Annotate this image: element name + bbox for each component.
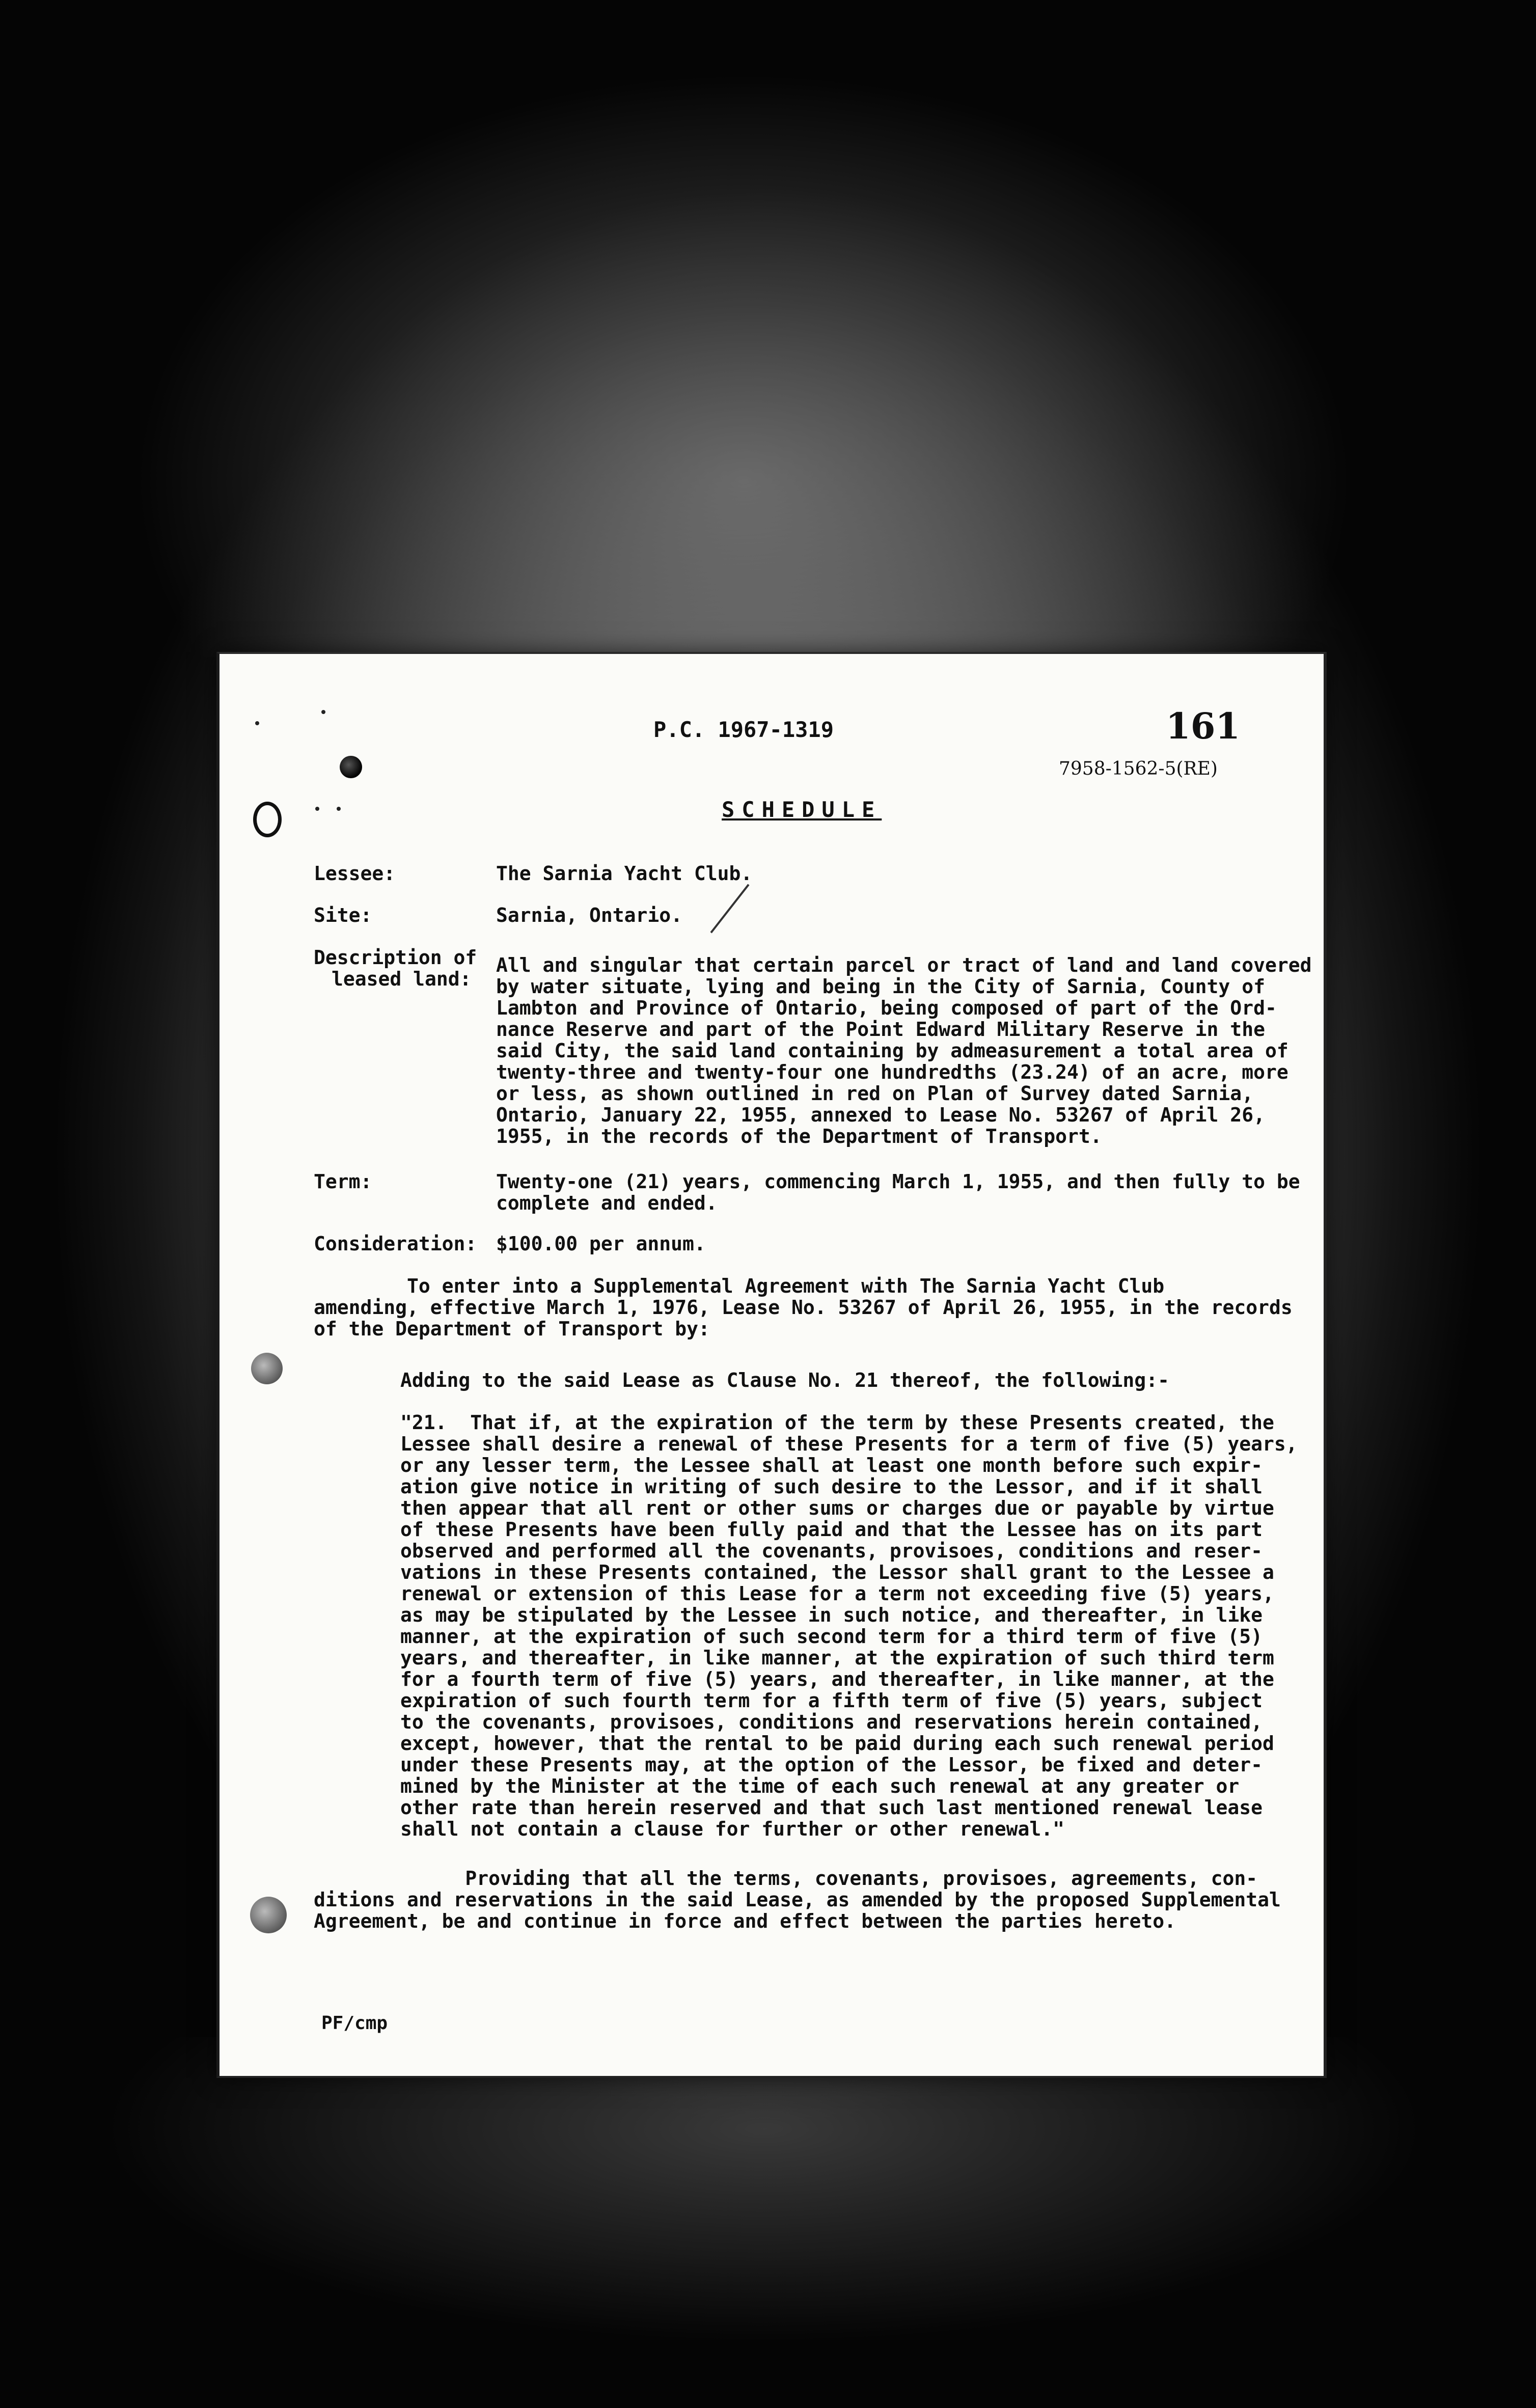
description-line: by water situate, lying and being in the City of Sarnia, County of [496,975,1265,998]
description-line: or less, as shown outlined in red on Plan of Survey dated Sarnia, [496,1082,1254,1105]
clause-line: except, however, that the rental to be paid during each such renewal period [400,1732,1274,1755]
pc-number: P.C. 1967-1319 [653,717,834,742]
site-value: Sarnia, Ontario. [496,904,683,926]
description-line: Lambton and Province of Ontario, being composed of part of the Ord- [496,997,1277,1019]
clause-line: mined by the Minister at the time of each such renewal at any greater or [400,1775,1240,1797]
lessee-value: The Sarnia Yacht Club. [496,862,753,885]
clause-line: shall not contain a clause for further or other renewal." [400,1818,1065,1840]
clause-line: observed and performed all the covenants, provisoes, conditions and reser- [400,1540,1263,1562]
intro-line: of the Department of Transport by: [314,1318,710,1340]
pen-mark [710,884,749,933]
clause-line: ation give notice in writing of such desire to the Lessor, and if it shall [400,1475,1263,1498]
clause-line: renewal or extension of this Lease for a term not exceeding five (5) years, [400,1582,1274,1605]
clause-line: then appear that all rent or other sums or charges due or payable by virtue [400,1497,1274,1519]
intro-line: To enter into a Supplemental Agreement with The Sarnia Yacht Club [314,1275,1165,1297]
clause-line: as may be stipulated by the Lessee in such notice, and thereafter, in like [400,1604,1263,1626]
clause-line: for a fourth term of five (5) years, and thereafter, in like manner, at the [400,1668,1274,1690]
clause-line: expiration of such fourth term for a fifth term of five (5) years, subject [400,1689,1263,1712]
term-label: Term: [314,1170,372,1193]
page-number: 161 [1166,705,1241,747]
punch-hole-ring [253,802,282,837]
file-number: 7958-1562-5(RE) [1059,758,1218,779]
description-line: All and singular that certain parcel or tract of land and land covered [496,954,1312,976]
clause-line: other rate than herein reserved and that such last mentioned renewal lease [400,1796,1263,1819]
closing-line: Providing that all the terms, covenants, provisoes, agreements, con- [314,1867,1258,1890]
description-line: Ontario, January 22, 1955, annexed to Lease No. 53267 of April 26, [496,1104,1265,1126]
clause-line: Lessee shall desire a renewal of these Presents for a term of five (5) years, [400,1433,1298,1455]
description-line: 1955, in the records of the Department of Transport. [496,1125,1102,1147]
closing-line: ditions and reservations in the said Lease, as amended by the proposed Supplemental [314,1889,1281,1911]
clause-line: to the covenants, provisoes, conditions and reservations herein contained, [400,1711,1263,1733]
clause-line: manner, at the expiration of such second term for a third term of five (5) [400,1625,1263,1648]
description-line: said City, the said land containing by admeasurement a total area of [496,1039,1288,1062]
clause-line: vations in these Presents contained, the Lessor shall grant to the Lessee a [400,1561,1274,1583]
adding-clause-line: Adding to the said Lease as Clause No. 21 thereof, the following:- [400,1369,1169,1391]
speck [337,807,341,811]
closing-line: Agreement, be and continue in force and effect between the parties hereto. [314,1910,1176,1932]
description-line: twenty-three and twenty-four one hundredths (23.24) of an acre, more [496,1061,1288,1083]
term-line: complete and ended. [496,1192,718,1214]
description-label: leased land: [332,968,472,990]
term-line: Twenty-one (21) years, commencing March 1, 1955, and then fully to be [496,1170,1300,1193]
speck [315,807,319,811]
schedule-title: SCHEDULE [722,797,882,822]
description-label: Description of [314,946,477,969]
clause-line: years, and thereafter, in like manner, at the expiration of such third term [400,1647,1274,1669]
consideration-label: Consideration: [314,1233,477,1255]
speck [321,710,325,714]
speck [255,721,259,725]
document-page [216,652,1327,2078]
description-line: nance Reserve and part of the Point Edward Military Reserve in the [496,1018,1265,1041]
punch-hole-grey [251,1353,283,1384]
typist-initials: PF/cmp [321,2013,388,2034]
clause-line: or any lesser term, the Lessee shall at least one month before such expir- [400,1454,1263,1476]
site-label: Site: [314,904,372,926]
clause-line: under these Presents may, at the option of the Lessor, be fixed and deter- [400,1754,1263,1776]
punch-hole-dark [340,756,362,778]
intro-line: amending, effective March 1, 1976, Lease No. 53267 of April 26, 1955, in the records [314,1296,1293,1319]
clause-line: of these Presents have been fully paid and that the Lessee has on its part [400,1518,1263,1541]
consideration-value: $100.00 per annum. [496,1233,706,1255]
clause-line: "21. That if, at the expiration of the term by these Presents created, the [400,1411,1274,1434]
punch-hole-grey [250,1897,287,1933]
lessee-label: Lessee: [314,862,396,885]
